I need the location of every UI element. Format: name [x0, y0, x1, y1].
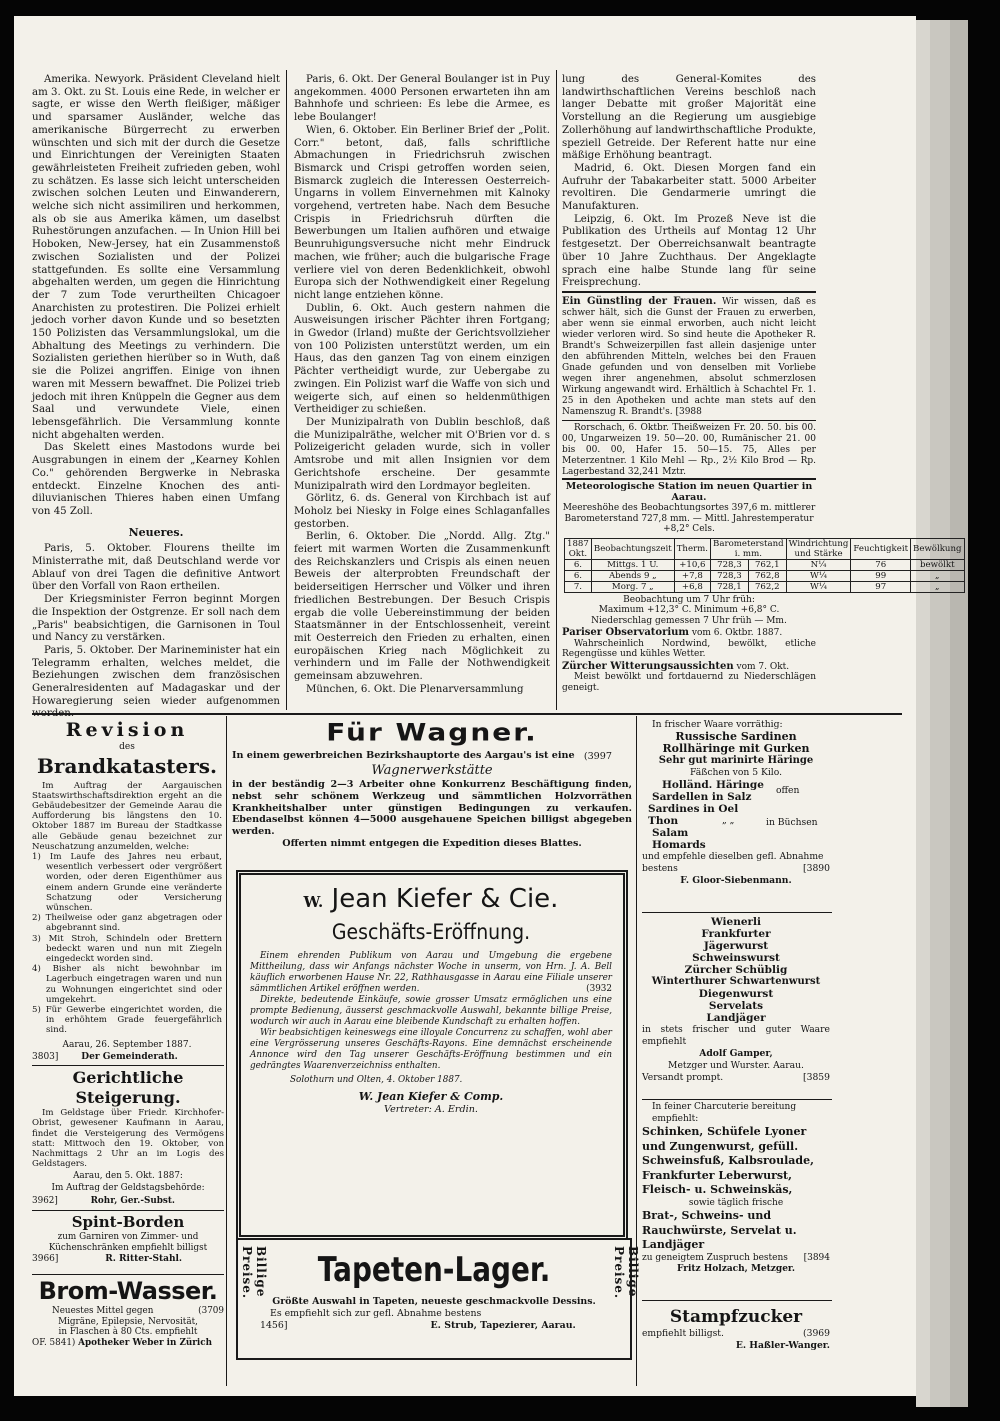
article-muenchen-cont: lung des General-Komites des landwirthschaftlichen Vereins beschloß nach langer Debatte mit großer Majorität eine Vorstellung an die Regierung um ausgiebige Zollerhöhung auf landwirthschaftliche Produkte, speziell Getreide. Der Referent hatte nur eine mäßige Erhöhung beantragt.	[562, 74, 816, 162]
sardinen-sign: F. Gloor-Siebenmann.	[680, 875, 792, 886]
tapeten-line1: Größte Auswahl in Tapeten, neueste geschmackvolle Dessins.	[272, 1296, 596, 1307]
wurst-item: Zürcher Schüblig	[684, 964, 788, 976]
wurst-item: Jägerwurst	[703, 940, 769, 952]
table-cell: W¼	[786, 581, 851, 592]
rule	[562, 478, 816, 480]
kiefer-p2: Direkte, bedeutende Einkäufe, sowie grosser Umsatz ermöglichen uns eine prompte Bedienung, äusserst geschmackvolle Auswahl, bekannte billige Preise, wodurch wir auch in Aarau eine bleibende Kundschaft zu erhalten hoffen.	[250, 995, 612, 1027]
revision-date: Aarau, 26. September 1887.	[62, 1039, 192, 1050]
steigerung-ref: 3962]	[32, 1195, 58, 1206]
revision-item: 5) Für Gewerbe eingerichtet worden, die in erhöhtem Grade feuergefährlich sind.	[32, 1004, 222, 1036]
table-cell: 97	[851, 581, 911, 592]
table-header: Bewölkung	[911, 538, 964, 559]
kiefer-p1: Einem ehrenden Publikum von Aarau und Umgebung die ergebene Mittheilung, dass wir Anfangs nächster Woche in unserm, von Hrn. J. A. Bell käuflich erworbenen Hause Nr. 22, Rathhausgasse in Aarau eine Filiale unserer sämmtlichen Artikel eröffnen werden.	[250, 951, 612, 994]
rule	[642, 1300, 832, 1301]
guenstling-text: Wir wissen, daß es schwer hält, sich die Gunst der Frauen zu erwerben, aber wenn sie einmal erworben, auch nicht leicht wieder verloren wird. So sind heute die Apotheker R. Brandt's Schweizerpillen fast allein dasjenige unter den abführenden Mitteln, welches bei den Frauen Gnade gefunden und von denselben mit Vorliebe wegen ihrer angenehmen, absolut schmerzlosen Wirkung angewandt wird. Erhältlich à Schachtel Fr. 1. 25 in den Apotheken und achte man stets auf den Namenszug R. Brandt's.	[562, 297, 816, 417]
wurst-sub: Metzger und Wurster. Aarau.	[668, 1060, 804, 1071]
article-wien: Wien, 6. Oktober. Ein Berliner Brief der „Polit. Corr." betont, daß, falls schriftliche Abmachungen in Friedrichsruh zwischen Bismarck und Crispi getroffen worden seien, Bismarck zugleich die Interessen Oesterreich-Ungarns in vollem Einvernehmen mit Kalnoky vorgehend, vertreten habe. Nach dem Besuche Crispis in Friedrichsruh dürften die Bewerbungen um Italien aufhören und etwaige Beunruhigungsversuche nicht mehr Eindruck machen, wie früher; auch die bulgarische Frage verliere viel von deren Bedenklichkeit, obwohl Europa sich der Nothwendigkeit einer Regelung nicht lange entziehen könne.	[294, 124, 550, 301]
article-dublin: Dublin, 6. Okt. Auch gestern nahmen die Ausweisungen irischer Pächter ihren Fortgang; in Gwedor (Irland) mußte der Gerichtsvollzieher von 100 Polizisten unterstützt werden, um ein Haus, das den ganzen Tag von einem einzigen Pächter vertheidigt wurde, zur Uebergabe zu zwingen. Ein Polizist warf die Waffe von sich und weigerte sich, auf einen so heldenmüthigen Vertheidiger zu schießen.	[294, 302, 550, 416]
wurst-item: Winterthurer Schwartenwurst	[651, 976, 821, 987]
charcuterie-items: Schinken, Schüfele Lyoner und Zungenwurst, gefüll. Schweinsfuß, Kalbsroulade, Frankfurter Leberwurst, Fleisch- u. Schweinskäs,	[642, 1125, 814, 1196]
station-text: Meereshöhe des Beobachtungsortes 397,6 m. mittlerer Barometerstand 727,8 mm. — Mittl. Jahrestemperatur +8,2° Cels.	[562, 503, 816, 534]
stamp-title: Stampfzucker	[669, 1307, 803, 1327]
pariser-title: Pariser Observatorium	[562, 627, 690, 638]
wurst-item: Schweinswurst	[692, 952, 780, 964]
revision-item: 1) Im Laufe des Jahres neu erbaut, wesentlich verbessert oder vergrößert worden, oder deren Eigenthümer aus einem andern Grunde eine veränderte Schatzung oder Versicherung wünschen.	[32, 851, 222, 913]
brom-line3: in Flaschen à 80 Cts. empfiehlt	[58, 1327, 198, 1337]
revision-sign: Der Gemeinderath.	[81, 1052, 178, 1063]
revision-des: des	[119, 742, 135, 752]
stamp-ref: (3969	[803, 1328, 830, 1339]
kiefer-w: W.	[303, 893, 324, 911]
rule	[32, 1210, 224, 1211]
table-cell: 6.	[565, 559, 592, 570]
steigerung-sign: Rohr, Ger.-Subst.	[90, 1195, 175, 1206]
rule	[32, 1065, 224, 1066]
wagner-text: in der beständig 2—3 Arbeiter ohne Konkurrenz Beschäftigung finden, nebst sehr schönem Werkzeug und sämmtlichen Holzvorräthen Krankheitshalber unter günstigen Bedingungen zu verkaufen. Ebendaselbst können 4—5000 ausgehauene Speichen billigst abgegeben werden.	[232, 779, 632, 838]
wagner-line1: In einem gewerbreichen Bezirkshauptorte des Aargau's ist eine	[232, 750, 575, 761]
table-cell: Mittgs. 1 U.	[591, 559, 674, 570]
ad-revision	[32, 719, 222, 1064]
pariser-date: vom 6. Oktbr. 1887.	[691, 628, 783, 638]
rule	[642, 912, 832, 913]
stamp-text: empfiehlt billigst.	[642, 1328, 724, 1339]
zuercher-title: Zürcher Witterungsaussichten	[562, 660, 734, 672]
sardinen-text: und empfehle dieselben gefl. Abnahme bestens	[642, 851, 824, 874]
page-edge	[930, 20, 950, 1407]
ad-sardinen	[642, 719, 830, 887]
kiefer-vertreter: Vertreter: A. Erdin.	[384, 1104, 478, 1115]
table-cell: bewölkt	[911, 559, 964, 570]
wurst-sign: Adolf Gamper,	[699, 1048, 773, 1059]
wurst-item: Frankfurter	[701, 928, 771, 940]
table-header: Therm.	[674, 538, 710, 559]
kiefer-date: Solothurn und Olten, 4. Oktober 1887.	[290, 1075, 463, 1085]
brom-ref1: (3709	[198, 1306, 224, 1316]
revision-item: 2) Theilweise oder ganz abgetragen oder abgebrannt sind.	[32, 913, 222, 934]
column-rule	[226, 716, 227, 1386]
sardinen-offen: offen	[776, 785, 800, 796]
table-cell: Morg. 7 „	[591, 581, 674, 592]
ad-tapeten	[260, 1244, 608, 1332]
article-paris-2: Paris, 5. Oktober. Der Marineminister hat ein Telegramm erhalten, welches meldet, die Beziehungen zwischen dem französischen Generalresidenten auf Madagaskar und der Howaregierung seien wieder aufgenommen worden.	[32, 644, 280, 720]
page-edge	[916, 20, 930, 1407]
wagner-offer: Offerten nimmt entgegen die Expedition dieses Blattes.	[282, 837, 582, 849]
brom-line4: Apotheker Weber in Zürich	[78, 1337, 212, 1348]
observation-line: Beobachtung um 7 Uhr früh:	[623, 594, 755, 605]
spint-title: Spint-Borden	[71, 1213, 185, 1231]
charcuterie-ref: [3894	[803, 1252, 830, 1263]
wurst-item: Wienerli	[710, 916, 762, 928]
ad-wurst	[642, 916, 830, 1084]
charcuterie-intro: In feiner Charcuterie bereitung empfiehlt:	[652, 1102, 797, 1124]
observation-line: Maximum +12,3° C. Minimum +6,8° C.	[598, 605, 780, 615]
tapeten-side-right: Billige Preise.	[612, 1246, 640, 1300]
spint-sign: R. Ritter-Stahl.	[105, 1254, 183, 1264]
tapeten-line2: Es empfiehlt sich zur gefl. Abnahme bestens	[270, 1307, 482, 1319]
column-rule	[286, 70, 287, 710]
ad-stampfzucker	[642, 1306, 830, 1352]
table-header-row	[565, 538, 965, 559]
table-cell: 728,3	[711, 570, 749, 581]
revision-subtitle: Brandkatasters.	[37, 753, 217, 778]
station-title: Meteorologische Station im neuen Quartier in Aarau.	[565, 481, 813, 503]
table-cell: 762,2	[748, 581, 786, 592]
rule	[562, 420, 816, 421]
ad-kiefer	[250, 884, 612, 1116]
sardinen-l4: Fäßchen von 5 Kilo.	[689, 767, 783, 778]
charcuterie-text3: zu geneigtem Zuspruch bestens	[642, 1252, 788, 1263]
sardinen-intro: In frischer Waare vorräthig:	[652, 719, 783, 730]
article-paris-boulanger: Paris, 6. Okt. Der General Boulanger ist in Puy angekommen. 4000 Personen erwarteten ihn am Bahnhofe und schrieen: Es lebe die Armee, es lebe Boulanger!	[294, 74, 550, 124]
ad-steigerung	[32, 1068, 224, 1207]
brom-line1: Neuestes Mittel gegen	[52, 1306, 154, 1316]
article-muenchen: München, 6. Okt. Die Plenarversammlung	[306, 683, 524, 695]
table-header: Beobachtungszeit	[591, 538, 674, 559]
tapeten-ref: 1456]	[260, 1320, 288, 1331]
zuercher-date: vom 7. Okt.	[736, 661, 790, 672]
sardinen-l10: Homards	[652, 839, 706, 851]
table-row	[565, 570, 965, 581]
kiefer-sign: W. Jean Kiefer & Comp.	[358, 1090, 504, 1103]
table-cell: 728,3	[711, 559, 749, 570]
sardinen-buechsen: in Büchsen	[766, 817, 818, 828]
rorschach-text: Rorschach, 6. Oktbr. Theißweizen Fr. 20. 50. bis 00. 00, Ungarweizen 19. 50—20. 00, Rumänischer 21. 00 bis 00. 00, Hafer 15. 50—15. 75, Alles per Meterzentner. 1 Kilo Mehl — Rp., 2½ Kilo Brod — Rp. Lagerbestand 32,241 Mztr.	[562, 423, 816, 477]
ad-brom	[32, 1276, 224, 1348]
steigerung-date: Aarau, den 5. Okt. 1887:	[73, 1170, 183, 1181]
table-header: Barometerstand i. mm.	[711, 538, 787, 559]
wurst-item: Servelats	[708, 1000, 764, 1012]
charcuterie-sign: Fritz Holzach, Metzger.	[677, 1264, 795, 1274]
table-cell: 76	[851, 559, 911, 570]
table-cell: „	[911, 570, 964, 581]
steigerung-text: Im Geldstage über Friedr. Kirchhofer-Obrist, gewesener Kaufmann in Aarau, findet die Versteigerung des Vermögens statt: Mittwoch den 19. Oktober, von Nachmittags 2 Uhr an im Logis des Geldstagers.	[32, 1108, 224, 1170]
news-column-2	[294, 74, 550, 696]
wagner-title: Für Wagner.	[326, 718, 538, 747]
market-rorschach	[562, 423, 816, 478]
brom-title: Brom-Wasser.	[38, 1277, 218, 1305]
zuercher-text: Meist bewölkt und fortdauernd zu Niederschlägen geneigt.	[562, 672, 816, 693]
charcuterie-text2: sowie täglich frische	[688, 1197, 784, 1208]
rule	[562, 291, 816, 293]
table-row	[565, 581, 965, 592]
kiefer-p3: Wir beabsichtigen keineswegs eine illoyale Concurrenz zu schaffen, wohl aber eine Vergrösserung unseres Geschäfts-Rayons. Eine demnächst erscheinende Annonce wird den Tag unserer Geschäfts-Eröffnung bestimmen und ein gedrängtes Waarenverzeichniss enthalten.	[250, 1028, 612, 1071]
sardinen-l8: Thon	[648, 815, 679, 827]
steigerung-auth: Im Auftrag der Geldstagsbehörde:	[51, 1183, 205, 1194]
table-cell: 762,8	[748, 570, 786, 581]
stamp-sign: E. Haßler-Wanger.	[735, 1340, 830, 1351]
brom-ref2: OF. 5841)	[32, 1337, 76, 1348]
spint-ref: 3966]	[32, 1254, 59, 1264]
ad-wagner	[232, 716, 632, 850]
article-leipzig: Leipzig, 6. Okt. Im Prozeß Neve ist die Publikation des Urtheils auf Montag 12 Uhr festgesetzt. Der Oberreichsanwalt beantragte über 10 Jahre Zuchthaus. Der Angeklagte sprach eine halbe Stunde lang für seine Freisprechung.	[562, 213, 816, 289]
guenstling-title: Ein Günstling der Frauen.	[562, 296, 717, 307]
table-cell: 6.	[565, 570, 592, 581]
ad-spint	[32, 1213, 224, 1266]
wurst-text: in stets frischer und guter Waare empfiehlt	[642, 1024, 830, 1047]
observation-line: Niederschlag gemessen 7 Uhr früh — Mm.	[591, 615, 787, 626]
kiefer-subtitle: Geschäfts-Eröffnung.	[331, 920, 531, 944]
article-amerika: Amerika. Newyork. Präsident Cleveland hielt am 3. Okt. zu St. Louis eine Rede, in welcher er sagte, er wisse den Werth fleißiger, mäßiger und sparsamer Ausländer, welche das amerikanische Bürgerrecht zu erwerben wünschten und sich mit der durch die Gesetze und Einrichtungen der Vereinigten Staaten gewährleisteten Freiheit zufrieden geben, wohl zu schätzen. Es lasse sich leicht unterscheiden zwischen solchen Leuten und Einwanderern, welche sich nicht assimiliren und herkommen, als ob sie aus Amerika kämen, um daselbst Ruhestörungen anzufachen. — In Union Hill bei Hoboken, New-Jersey, hat ein Zusammenstoß zwischen Sozialisten und der Polizei stattgefunden. Es sollte eine Versammlung abgehalten werden, um gegen die Hinrichtung der 7 zum Tode verurtheilten Chicagoer Anarchisten zu protestiren. Die Polizei erhielt jedoch vorher davon Kunde und so besetzten 150 Polizisten das Versammlungslokal, um die Abhaltung des Meetings zu verhindern. Die Sozialisten geriethen hierüber so in Wuth, daß sie die Polizei angriffen. Einige von ihnen waren mit Messern bewaffnet. Die Polizei trieb jedoch mit ihren Knüppeln die Gegner aus dem Saal und verwundete Viele, einen lebensgefährlich. Die Versammlung konnte nicht abgehalten werden.	[32, 74, 280, 441]
table-cell: 99	[851, 570, 911, 581]
ad-charcuterie	[642, 1102, 830, 1276]
wurst-item: Landjäger	[706, 1012, 766, 1024]
weather-station	[562, 481, 962, 693]
article-madrid: Madrid, 6. Okt. Diesen Morgen fand ein Aufruhr der Tabakarbeiter statt. 5000 Arbeiter revoltiren. Die Gendarmerie umringt die Manufakturen.	[562, 162, 816, 213]
revision-item: 4) Bisher als nicht bewohnbar im Lagerbuch eingetragen waren und nun zu Wohnungen eingerichtet sind oder umgekehrt.	[32, 964, 222, 1005]
spint-text: zum Garniren von Zimmer- und Küchenschränken empfiehlt billigst	[48, 1232, 208, 1253]
sardinen-l2: Rollhäringe mit Gurken	[662, 742, 810, 755]
wagner-shop: Wagnerwerkstätte	[371, 763, 493, 778]
table-cell: +10,6	[674, 559, 710, 570]
table-cell: Abends 9 „	[591, 570, 674, 581]
table-cell: +7,8	[674, 570, 710, 581]
article-munizipalrath: Der Munizipalrath von Dublin beschloß, daß die Munizipalräthe, welcher mit O'Brien vor d. s Polizeigericht geladen wurde, sich in voller Amtsrobe und mit allen Insignien vor dem Gerichtshofe erscheine. Der gesammte Munizipalrath wird den Lordmayor begleiten.	[294, 416, 550, 492]
table-cell: „	[911, 581, 964, 592]
tapeten-sign: E. Strub, Tapezierer, Aarau.	[430, 1320, 576, 1331]
revision-title: Revision	[65, 719, 189, 741]
table-cell: 762,1	[748, 559, 786, 570]
article-kriegsminister: Der Kriegsminister Ferron beginnt Morgen die Inspektion der Ostgrenze. Er soll nach dem „Paris" beabsichtigen, die Garnisonen in Toul und Nancy zu verstärken.	[32, 594, 280, 644]
wagner-ref: (3997	[583, 750, 612, 762]
revision-text: Im Auftrag der Aargauischen Staatswirthschaftsdirektion ergeht an die Gebäudebesitzer der Gemeinde Aarau die Aufforderung bis längstens den 10. Oktober 1887 im Bureau der Stadtkasse alle Gebäude genau bezeichnet zur Neuschatzung anzumelden, welche:	[32, 780, 222, 852]
sardinen-l7: Sardines in Oel	[648, 803, 739, 815]
weather-table	[564, 538, 965, 593]
wurst-item: Diegenwurst	[698, 988, 774, 1000]
newspaper-page	[14, 16, 962, 1396]
revision-item: 3) Mit Stroh, Schindeln oder Brettern bedeckt waren und nun mit Ziegeln eingedeckt worden sind.	[32, 933, 222, 964]
rule	[32, 1274, 224, 1275]
table-cell: 7.	[565, 581, 592, 592]
article-mastodon: Das Skelett eines Mastodons wurde bei Ausgrabungen in einem der „Kearney Kohlen Co." gehörenden Bergwerke in Nebraska entdeckt. Einzelne Knochen des anti-diluvianischen Thieres haben einen Umfang von 45 Zoll.	[32, 442, 280, 517]
column-rule	[556, 70, 557, 710]
brom-line2: Migräne, Epilepsie, Nervosität,	[58, 1316, 198, 1327]
charcuterie-items2: Brat-, Schweins- und Rauchwürste, Servelat u. Landjäger	[642, 1209, 797, 1251]
sardinen-l9: Salam	[652, 827, 689, 839]
wurst-versand: Versandt prompt.	[642, 1072, 724, 1083]
table-header: 1887 Okt.	[565, 538, 592, 559]
news-column-1	[32, 74, 280, 721]
neueres-heading: Neueres.	[128, 525, 184, 539]
sardinen-l8b: „ „	[722, 815, 735, 826]
rule	[642, 1099, 832, 1100]
wurst-ref: [3859	[803, 1072, 830, 1083]
article-goerlitz: Görlitz, 6. ds. General von Kirchbach ist auf Moholz bei Niesky in Folge eines Schlaganfalles gestorben.	[294, 493, 550, 530]
revision-ref: 3803]	[32, 1052, 59, 1063]
page-edge	[950, 20, 968, 1407]
kiefer-title: Jean Kiefer & Cie.	[331, 884, 559, 914]
table-row	[565, 559, 965, 570]
sardinen-ref: [3890	[803, 863, 830, 874]
tapeten-side-left: Billige Preise.	[240, 1246, 268, 1300]
sardinen-l5: Holländ. Häringe	[662, 779, 764, 791]
table-cell: 728,1	[711, 581, 749, 592]
pariser-text: Wahrscheinlich Nordwind, bewölkt, etliche Regengüsse und kühles Wetter.	[562, 638, 816, 659]
table-header: Feuchtigkeit	[851, 538, 911, 559]
guenstling-ref: [3988	[675, 407, 702, 417]
news-column-3	[562, 74, 816, 290]
kiefer-ref: (3932	[586, 984, 612, 994]
sardinen-l1: Russische Sardinen	[675, 730, 797, 743]
table-cell: +6,8	[674, 581, 710, 592]
steigerung-title: Gerichtliche Steigerung.	[72, 1068, 184, 1107]
table-cell: N¼	[786, 559, 851, 570]
sardinen-l6: Sardellen in Salz	[652, 791, 752, 803]
sardinen-l3: Sehr gut marinirte Häringe	[658, 755, 814, 766]
table-header: Windrichtung und Stärke	[786, 538, 851, 559]
article-berlin: Berlin, 6. Oktober. Die „Nordd. Allg. Ztg." feiert mit warmen Worten die Zusammenkunft des Reichskanzlers und Crispis als einen neuen Beweis der alterprobten Freundschaft der beiderseitigen Herrscher und Völker und ihren friedlichen Bestrebungen. Der Besuch Crispis ergab die volle Uebereinstimmung der beiden Staatsmänner in der Entschlossenheit, vereint mit Oesterreich den Frieden zu erhalten, einen europäischen Krieg nach Möglichkeit zu verhindern und im Falle der Nothwendigkeit gemeinsam abzuwehren.	[294, 531, 550, 683]
ad-guenstling	[562, 296, 816, 418]
tapeten-title: Tapeten-Lager.	[317, 1250, 551, 1290]
article-paris-1: Paris, 5. Oktober. Flourens theilte im Ministerrathe mit, daß Deutschland werde vor Ablauf von drei Tagen die definitive Antwort über den Vorfall von Raon ertheilen.	[32, 543, 280, 593]
table-cell: W¼	[786, 570, 851, 581]
